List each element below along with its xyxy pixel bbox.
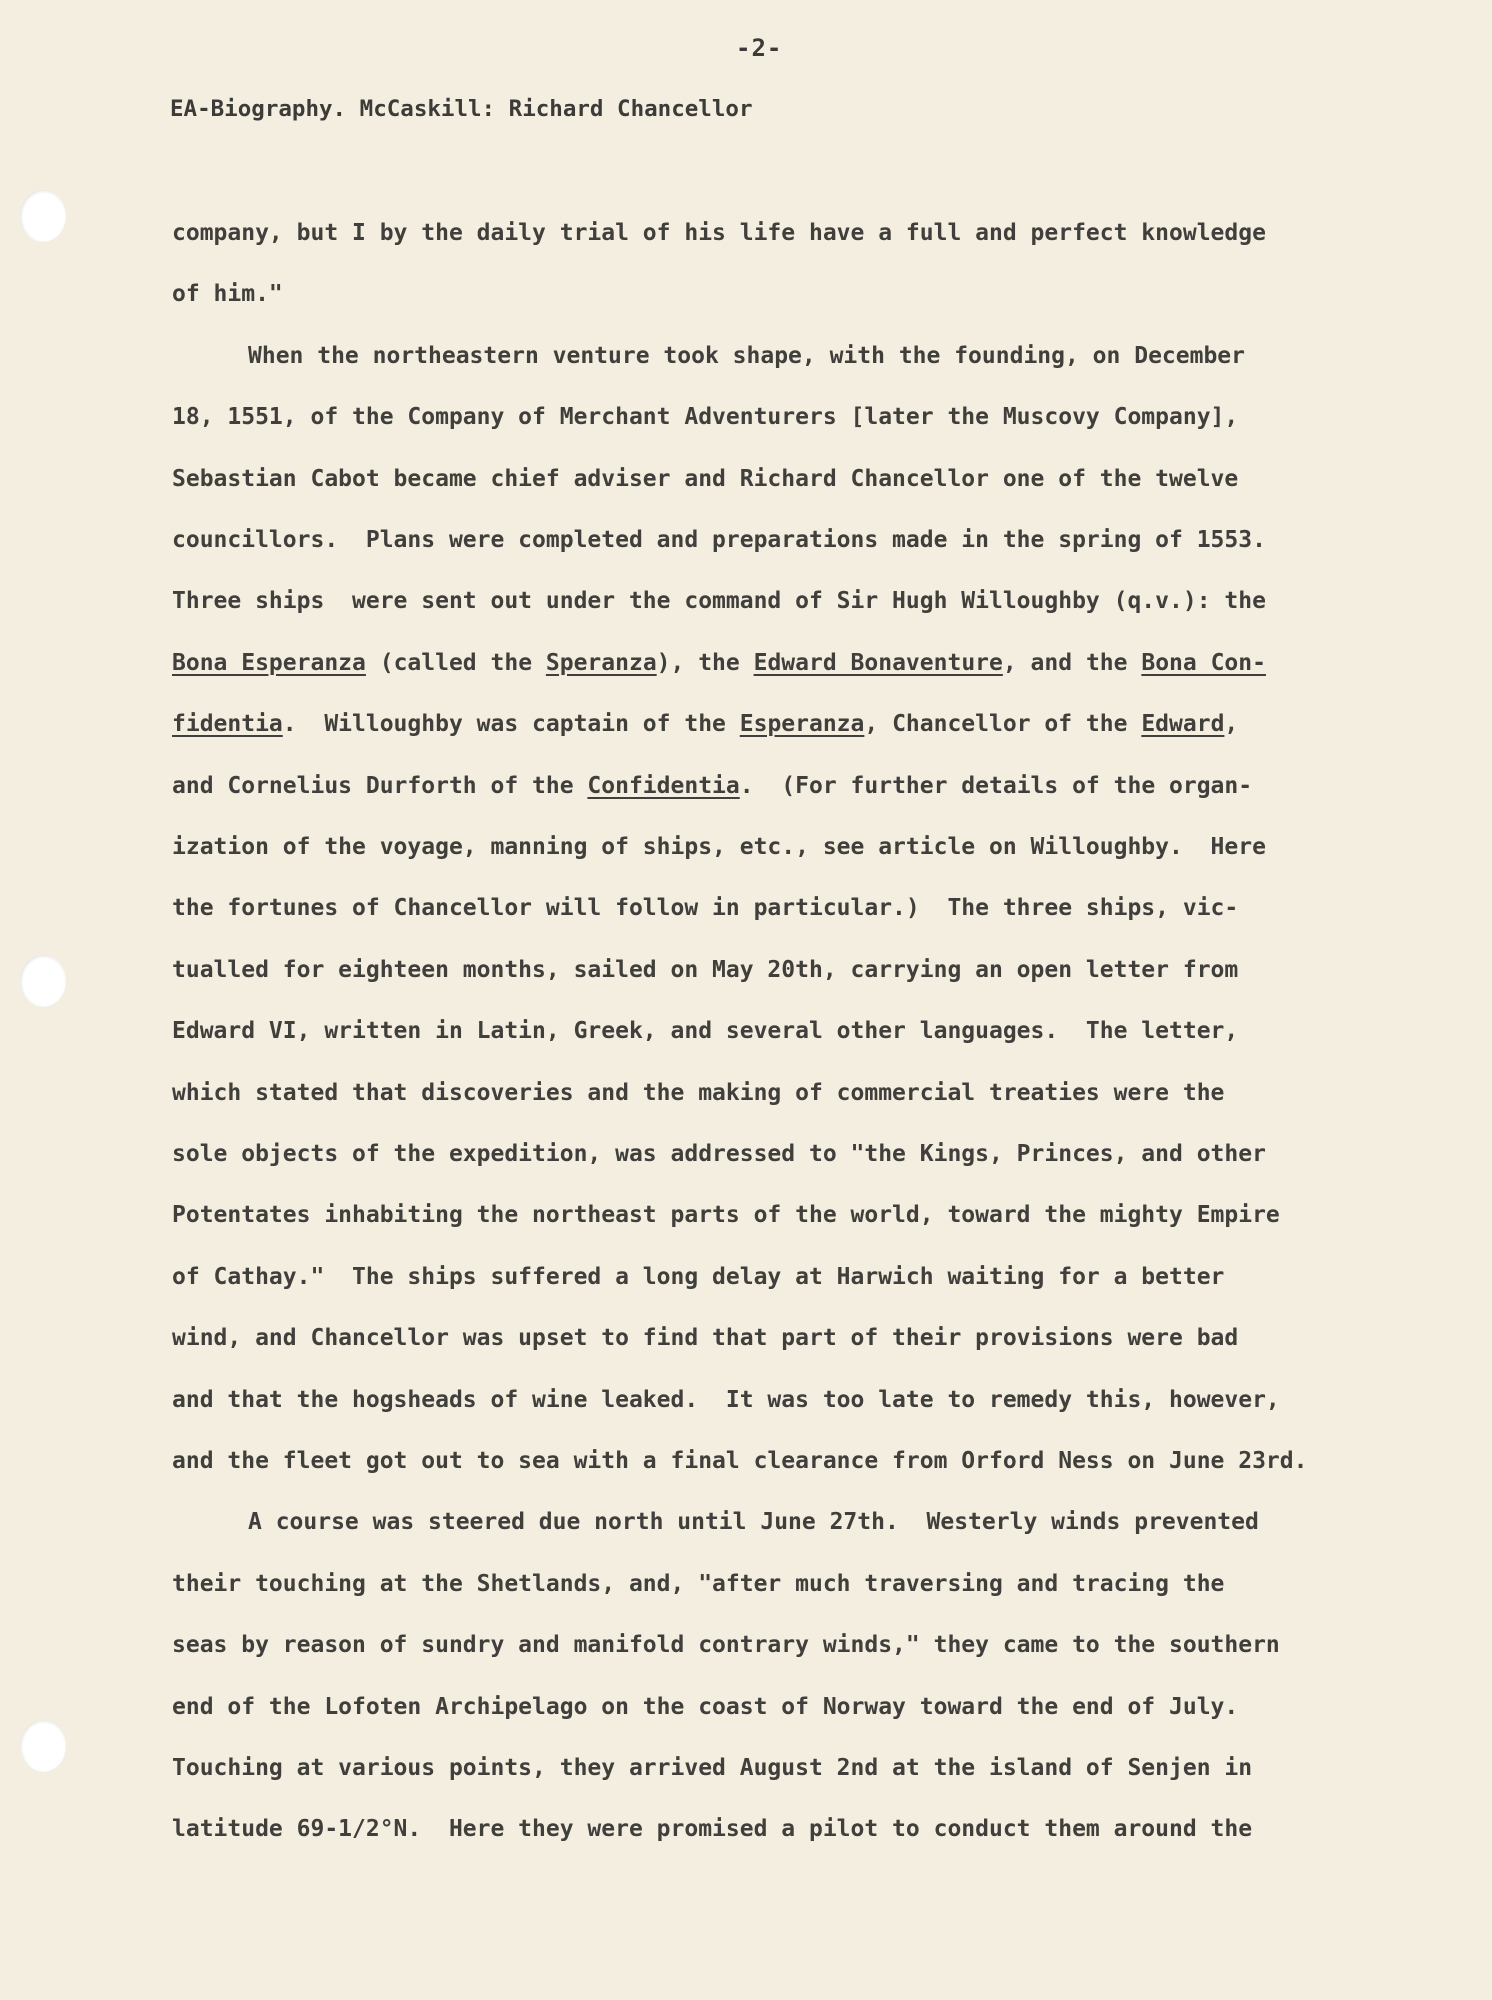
ship-name: Edward Bonaventure bbox=[753, 650, 1003, 676]
text-line: their touching at the Shetlands, and, "after much traversing and tracing the bbox=[172, 1571, 1225, 1597]
text-line: which stated that discoveries and the making of commercial treaties were the bbox=[172, 1080, 1225, 1106]
text-line: and the fleet got out to sea with a final clearance from Orford Ness on June 23rd. bbox=[172, 1448, 1308, 1474]
text-line: and Cornelius Durforth of the Confidentia. (For further details of the organ- bbox=[172, 773, 1253, 799]
text-line: wind, and Chancellor was upset to find that part of their provisions were bad bbox=[172, 1325, 1239, 1351]
ship-name: Esperanza bbox=[739, 711, 865, 737]
text-line: of Cathay." The ships suffered a long delay at Harwich waiting for a better bbox=[172, 1264, 1225, 1290]
text-line: Bona Esperanza (called the Speranza), the Edward Bonaventure, and the Bona Con- bbox=[172, 650, 1266, 676]
text-line: A course was steered due north until June 27th. Westerly winds prevented bbox=[248, 1509, 1259, 1535]
text-line: fidentia. Willoughby was captain of the Esperanza, Chancellor of the Edward, bbox=[172, 711, 1239, 737]
text-line: ization of the voyage, manning of ships, etc., see article on Willoughby. Here bbox=[172, 834, 1266, 860]
ship-name: Speranza bbox=[545, 650, 657, 676]
text-line: Sebastian Cabot became chief adviser and Richard Chancellor one of the twelve bbox=[172, 466, 1239, 492]
ship-name: Bona Esperanza bbox=[172, 650, 366, 676]
page-number: -2- bbox=[736, 34, 783, 62]
text-line: Touching at various points, they arrived August 2nd at the island of Senjen in bbox=[172, 1755, 1253, 1781]
text-line: Potentates inhabiting the northeast parts of the world, toward the mighty Empire bbox=[172, 1202, 1280, 1228]
text-line: and that the hogsheads of wine leaked. It was too late to remedy this, however, bbox=[172, 1387, 1280, 1413]
ship-name: Bona Con- bbox=[1141, 650, 1266, 676]
text-line: of him." bbox=[172, 281, 283, 307]
running-head: EA-Biography. McCaskill: Richard Chancellor bbox=[170, 96, 753, 122]
punch-hole bbox=[20, 190, 66, 242]
text-line: latitude 69-1/2°N. Here they were promised a pilot to conduct them around the bbox=[172, 1816, 1253, 1842]
text-line: Three ships were sent out under the command of Sir Hugh Willoughby (q.v.): the bbox=[172, 588, 1266, 614]
ship-name: fidentia bbox=[172, 711, 283, 737]
text-line: seas by reason of sundry and manifold contrary winds," they came to the southern bbox=[172, 1632, 1280, 1658]
text-line: sole objects of the expedition, was addressed to "the Kings, Princes, and other bbox=[172, 1141, 1266, 1167]
ship-name: Edward bbox=[1141, 711, 1225, 737]
text-line: When the northeastern venture took shape, with the founding, on December bbox=[248, 343, 1245, 369]
text-line: company, but I by the daily trial of his life have a full and perfect knowledge bbox=[172, 220, 1266, 246]
text-line: end of the Lofoten Archipelago on the coast of Norway toward the end of July. bbox=[172, 1694, 1239, 1720]
punch-hole bbox=[20, 955, 66, 1007]
text-line: 18, 1551, of the Company of Merchant Adventurers [later the Muscovy Company], bbox=[172, 404, 1239, 430]
text-line: tualled for eighteen months, sailed on May 20th, carrying an open letter from bbox=[172, 957, 1239, 983]
text-line: councillors. Plans were completed and preparations made in the spring of 1553. bbox=[172, 527, 1266, 553]
text-line: the fortunes of Chancellor will follow in particular.) The three ships, vic- bbox=[172, 895, 1239, 921]
punch-hole bbox=[20, 1720, 66, 1772]
text-line: Edward VI, written in Latin, Greek, and several other languages. The letter, bbox=[172, 1018, 1239, 1044]
ship-name: Confidentia bbox=[587, 773, 740, 799]
